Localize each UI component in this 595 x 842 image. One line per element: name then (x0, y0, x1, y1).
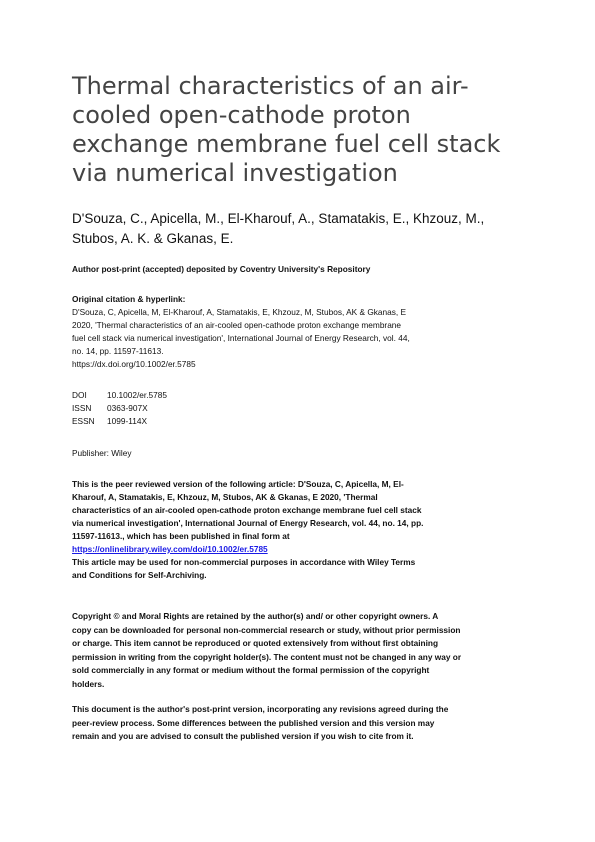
copyright-line: copy can be downloaded for personal non-commercial research or study, without prior permission (72, 624, 461, 635)
review-line: characteristics of an air-cooled open-cathode proton exchange membrane fuel cell stack (72, 505, 422, 515)
deposit-note: Author post-print (accepted) deposited by Coventry University's Repository (72, 264, 371, 274)
title-line: exchange membrane fuel cell stack (72, 130, 501, 158)
postprint-notice (72, 703, 528, 744)
identifier-row-doi (72, 389, 272, 402)
copyright-line: Copyright © and Moral Rights are retained by the author(s) and/ or other copyright owners. A (72, 611, 439, 621)
identifier-value: 0363-907X (107, 403, 148, 413)
citation-line: 2020, 'Thermal characteristics of an air-cooled open-cathode proton exchange membrane (72, 320, 402, 330)
peer-review-statement (72, 478, 528, 582)
review-line: This article may be used for non-commercial purposes in accordance with Wiley Terms (72, 557, 416, 567)
publisher-line: Publisher: Wiley (72, 448, 132, 458)
copyright-line: or charge. This item cannot be reproduced or quoted extensively from without first obtaining (72, 638, 439, 648)
identifier-row-issn (72, 402, 272, 415)
postprint-line: remain and you are advised to consult the published version if you wish to cite from it. (72, 731, 414, 741)
document-title (72, 72, 532, 188)
title-line: via numerical investigation (72, 159, 398, 187)
author-line: Stubos, A. K. & Gkanas, E. (72, 231, 234, 246)
copyright-line: holders. (72, 678, 105, 689)
review-line: 11597-11613., which has been published in final form at (72, 531, 290, 541)
citation-label: Original citation & hyperlink: (72, 294, 186, 304)
author-line: D'Souza, C., Apicella, M., El-Kharouf, A., Stamatakis, E., Khzouz, M., (72, 211, 485, 226)
review-line: Kharouf, A, Stamatakis, E, Khzouz, M, Stubos, AK & Gkanas, E 2020, 'Thermal (72, 492, 378, 502)
citation-line: no. 14, pp. 11597-11613. (72, 346, 164, 356)
copyright-notice (72, 610, 528, 691)
postprint-line: This document is the author's post-print version, incorporating any revisions agreed during the (72, 704, 449, 714)
citation-doi-url: https://dx.doi.org/10.1002/er.5785 (72, 359, 196, 369)
identifier-value: 10.1002/er.5785 (107, 390, 167, 400)
publisher-version-link[interactable]: https://onlinelibrary.wiley.com/doi/10.1002/er.5785 (72, 544, 268, 554)
copyright-line: permission in writing from the copyright holder(s). The content must not be changed in any way or (72, 651, 462, 662)
original-citation (72, 293, 524, 371)
review-line: and Conditions for Self-Archiving. (72, 570, 207, 580)
identifier-list (72, 389, 272, 428)
author-list (72, 209, 532, 249)
copyright-line: sold commercially in any format or medium without the formal permission of the copyright (72, 665, 430, 675)
identifier-key: ISSN (72, 403, 92, 413)
title-line: cooled open-cathode proton (72, 101, 411, 129)
identifier-value: 1099-114X (107, 416, 147, 426)
title-line: Thermal characteristics of an air- (72, 72, 469, 100)
postprint-line: peer-review process. Some differences between the published version and this version may (72, 717, 435, 728)
citation-line: fuel cell stack via numerical investigation', International Journal of Energy Research, vol. 44, (72, 333, 410, 343)
review-line: This is the peer reviewed version of the following article: D'Souza, C, Apicella, M, El- (72, 479, 404, 489)
identifier-key: DOI (72, 390, 87, 400)
citation-line: D'Souza, C, Apicella, M, El-Kharouf, A, Stamatakis, E, Khzouz, M, Stubos, AK & Gkanas, E (72, 307, 407, 317)
identifier-row-essn (72, 415, 272, 428)
identifier-key: ESSN (72, 416, 95, 426)
review-line: via numerical investigation', International Journal of Energy Research, vol. 44, no. 14, pp. (72, 518, 424, 528)
